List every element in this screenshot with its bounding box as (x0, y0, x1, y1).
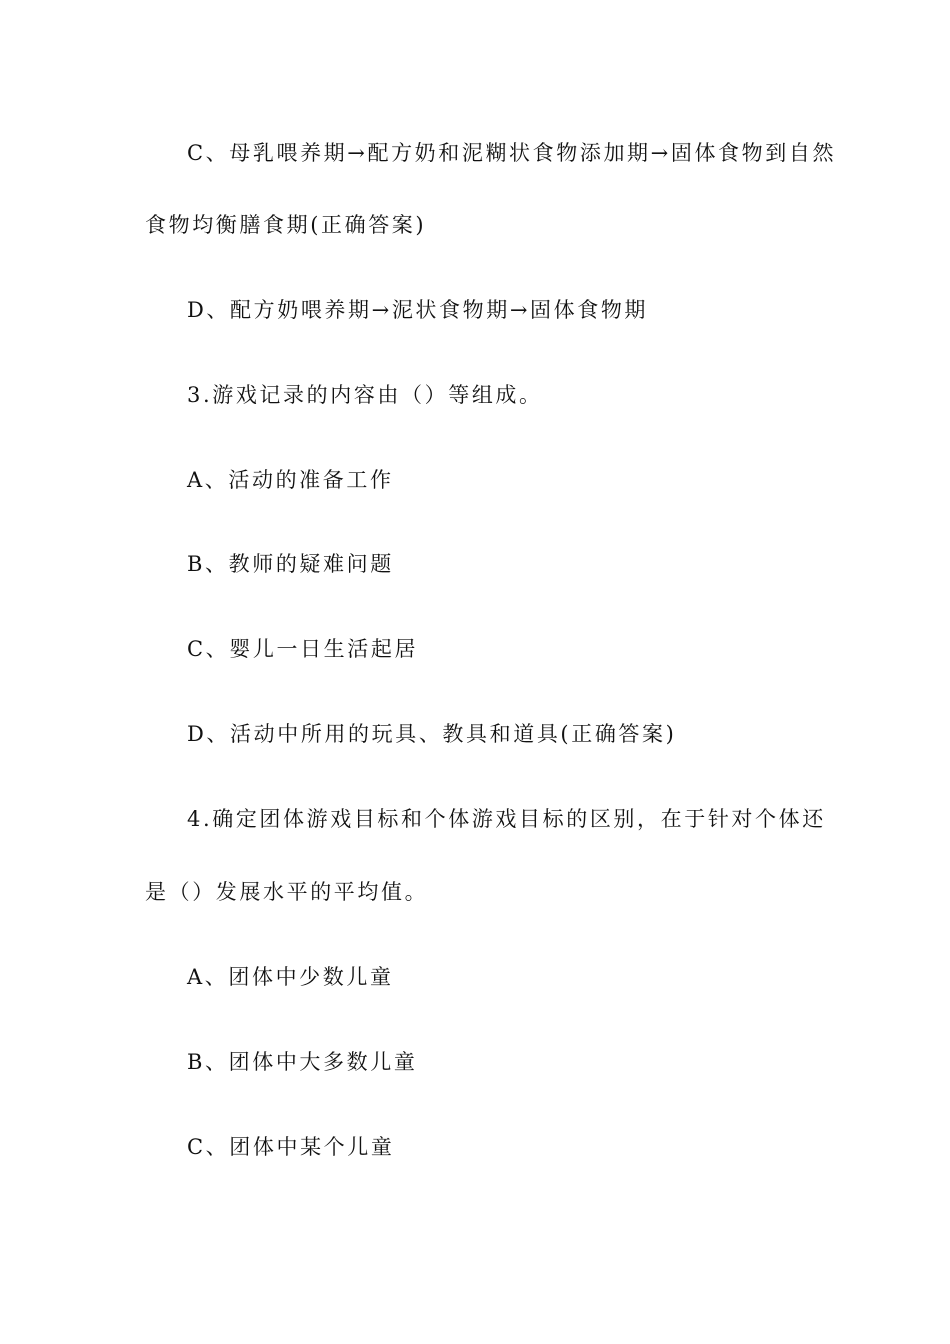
question-3-option-a: A、活动的准备工作 (187, 468, 394, 492)
question-3-option-d: D、活动中所用的玩具、教具和道具(正确答案) (187, 722, 677, 746)
question-3-option-b: B、教师的疑难问题 (187, 552, 394, 576)
question-4-option-a: A、团体中少数儿童 (187, 965, 394, 989)
question-3-option-c: C、婴儿一日生活起居 (187, 637, 419, 661)
question-4-option-c: C、团体中某个儿童 (187, 1135, 395, 1159)
option-c-line-1: C、母乳喂养期→配方奶和泥糊状食物添加期→固体食物到自然 (187, 141, 837, 165)
option-d: D、配方奶喂养期→泥状食物期→固体食物期 (187, 298, 649, 322)
question-4-line-2: 是（）发展水平的平均值。 (145, 880, 429, 904)
question-4-option-b: B、团体中大多数儿童 (187, 1050, 418, 1074)
question-4-line-1: 4.确定团体游戏目标和个体游戏目标的区别，在于针对个体还 (187, 807, 826, 831)
question-3: 3.游戏记录的内容由（）等组成。 (187, 383, 543, 407)
option-c-line-2: 食物均衡膳食期(正确答案) (145, 213, 427, 237)
